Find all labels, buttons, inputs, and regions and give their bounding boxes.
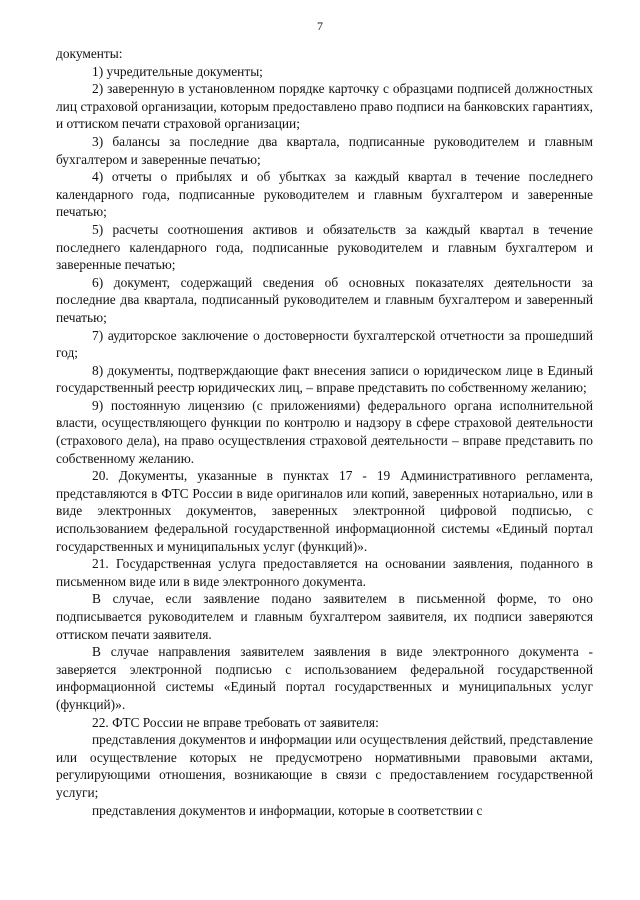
list-item-5: 5) расчеты соотношения активов и обязательств за каждый квартал в течение последнего календарного года, подписанные руководителем и главным бухгалтером и заверенные печатью;: [56, 221, 593, 273]
clause-21-electronic-form: В случае направления заявителем заявления в виде электронного документа - заверяется электронной подписью с использованием федеральной государственной информационной системы «Единый портал государственных и муниципальных услуг (функций)».: [56, 644, 593, 712]
list-item-8: 8) документы, подтверждающие факт внесения записи о юридическом лице в Единый государственный реестр юридических лиц, – вправе представить по собственному желанию;: [56, 362, 593, 396]
list-item-9: 9) постоянную лицензию (с приложениями) федерального органа исполнительной власти, осуществляющего функции по контролю и надзору в сфере страховой деятельности (страхового дела), на право осуществления страховой деятельности – вправе представить по собственному желанию.: [56, 397, 593, 466]
list-item-3: 3) балансы за последние два квартала, подписанные руководителем и главным бухгалтером и заверенные печатью;: [56, 133, 593, 167]
clause-22-item-2: представления документов и информации, которые в соответствии с: [92, 802, 483, 818]
list-item-6: 6) документ, содержащий сведения об основных показателях деятельности за последние два квартала, подписанный руководителем и главным бухгалтером и заверенный печатью;: [56, 274, 593, 325]
list-item-1: 1) учредительные документы;: [92, 63, 263, 79]
clause-22-item-1: представления документов и информации или осуществления действий, представление или осуществление которых не предусмотрено нормативными правовыми актами, регулирующими отношения, возникающие в связи с предоставлением государственной услуги;: [56, 732, 593, 800]
list-item-4: 4) отчеты о прибылях и об убытках за каждый квартал в течение последнего календарного года, подписанные руководителем и главным бухгалтером и заверенные печатью;: [56, 169, 593, 220]
clause-21: 21. Государственная услуга предоставляется на основании заявления, поданного в письменном виде или в виде электронного документа.: [56, 556, 593, 589]
clause-20: 20. Документы, указанные в пунктах 17 - 19 Административного регламента, представляются в ФТС России в виде оригиналов или копий, заверенных нотариально, или в виде электронных документов, заверенных электронной цифровой подписью, с использованием федеральной государственной информационной системы «Единый портал государственных и муниципальных услуг (функций)».: [56, 468, 593, 554]
document-body: [56, 45, 593, 819]
list-item-2: 2) заверенную в установленном порядке карточку с образцами подписей должностных лиц страховой организации, которым предоставлено право подписи на банковских гарантиях, и оттиском печати страховой организации;: [56, 81, 593, 132]
clause-22: 22. ФТС России не вправе требовать от заявителя:: [92, 714, 379, 730]
list-item-7: 7) аудиторское заключение о достоверности бухгалтерской отчетности за прошедший год;: [56, 327, 593, 361]
paragraph-intro: документы:: [56, 46, 123, 61]
page-number: 7: [317, 19, 323, 33]
clause-21-paper-form: В случае, если заявление подано заявителем в письменной форме, то оно подписывается руководителем и главным бухгалтером заявителя, их подписи заверяются оттиском печати заявителя.: [56, 591, 593, 642]
